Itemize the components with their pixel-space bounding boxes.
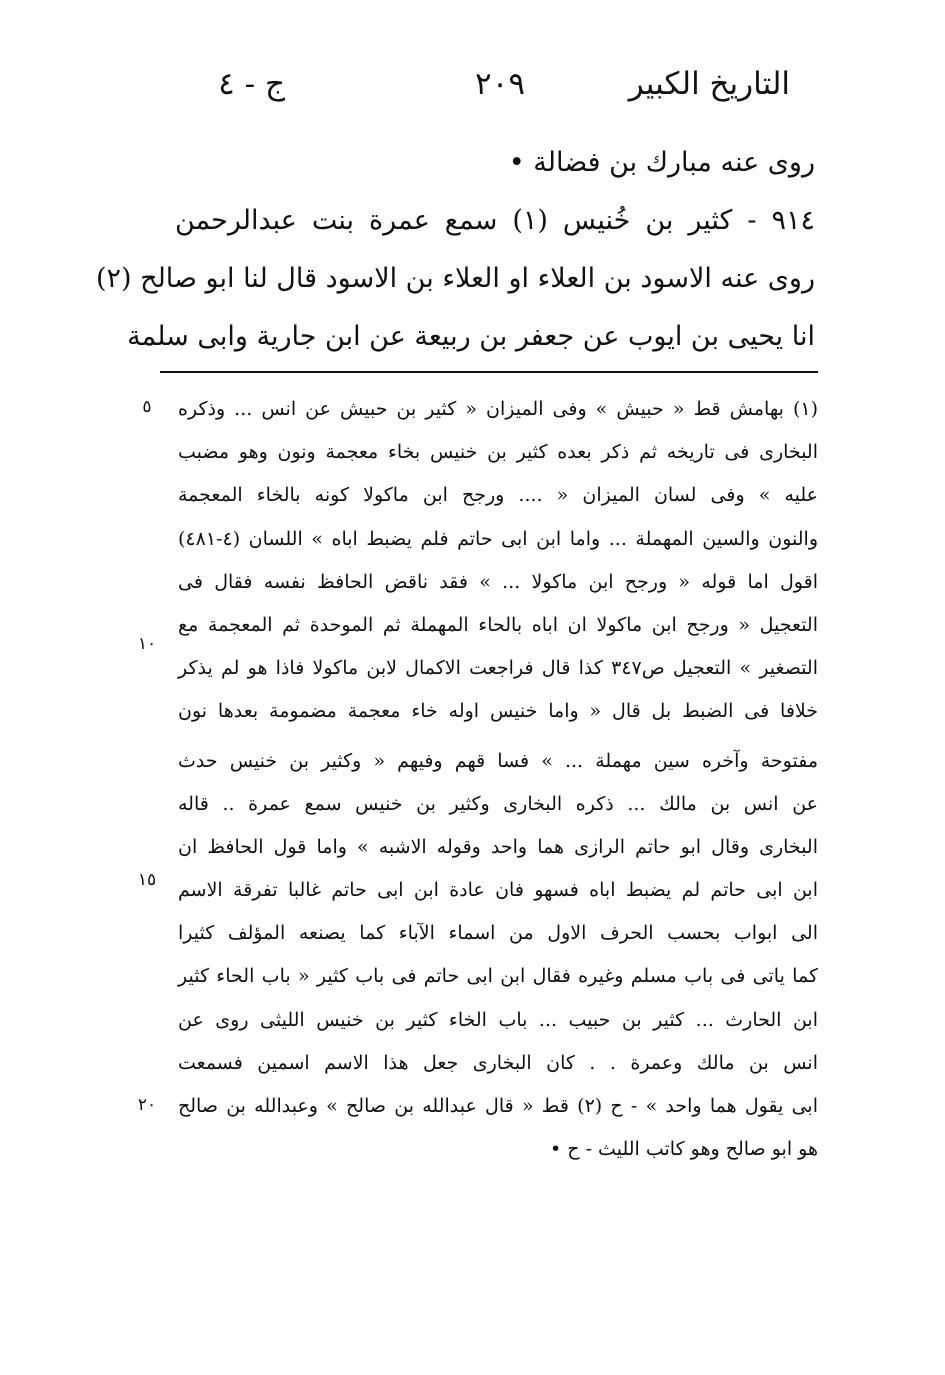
footnote-line: ابى يقول هما واحد » - ح (٢) قط « قال عبدالله بن صالح » وعبدالله بن صالح	[178, 1095, 818, 1117]
footnote-line: الى ابواب بحسب الحرف الاول من اسماء الآباء كما يصنعه المؤلف كثيرا	[178, 922, 818, 945]
margin-line-number: ١٠	[137, 634, 157, 654]
main-line: روى عنه الاسود بن العلاء او العلاء بن الاسود قال لنا ابو صالح (٢)	[95, 263, 815, 294]
footnote-line: عن انس بن مالك ... ذكره البخارى وكثير بن خنيس سمع عمرة .. قاله	[178, 792, 818, 815]
margin-line-number: ٥	[142, 397, 152, 417]
footnote-line: التعجيل « ورجح ابن ماكولا ان اباه بالحاء المهملة ثم الموحدة ثم المعجمة مع	[178, 613, 818, 636]
book-title: التاريخ الكبير	[628, 66, 790, 102]
footnote-line: البخارى وقال ابو حاتم الرازى هما واحد وقوله الاشبه » واما قول الحافظ ان	[178, 835, 818, 858]
footnote-line: اقول اما قوله « ورجح ابن ماكولا ... » فقد ناقض الحافظ نفسه فقال فى	[178, 570, 818, 593]
main-line: ٩١٤ - كثير بن خُنيس (١) سمع عمرة بنت عبدالرحمن	[175, 205, 816, 236]
volume-number: ج - ٤	[218, 66, 285, 102]
main-text	[95, 134, 816, 366]
footnote-line: خلافا فى الضبط بل قال « واما خنيس اوله خاء معجمة مضمومة بعدها نون	[178, 700, 818, 723]
main-line: روى عنه مبارك بن فضالة •	[508, 147, 815, 178]
main-line: انا يحيى بن ايوب عن جعفر بن ربيعة عن ابن جارية وابى سلمة	[127, 321, 815, 352]
footnote-line: التصغير » التعجيل ص٣٤٧ كذا قال فراجعت الاكمال لابن ماكولا فاذا هو لم يذكر	[178, 657, 818, 680]
footnote-separator	[160, 371, 818, 373]
footnote-line: البخارى فى تاريخه ثم ذكر بعده كثير بن خنيس بخاء معجمة ونون وهو مضبب	[178, 441, 818, 464]
page-header	[180, 66, 800, 116]
footnote-line: كما ياتى فى باب مسلم وغيره فقال ابن ابى حاتم فى باب كثير « باب الحاء كثير	[178, 965, 818, 988]
footnote-line: هو ابو صالح وهو كاتب الليث - ح •	[550, 1138, 818, 1161]
footnote-line: (١) بهامش قط « حبيش » وفى الميزان « كثير بن حبيش عن انس ... وذكره	[178, 398, 818, 420]
footnote-line: ابن ابى حاتم لم يضبط اباه فسهو فان عادة ابن ابى حاتم غالبا تفرقة الاسم	[178, 879, 818, 902]
margin-line-number: ٢٠	[137, 1095, 157, 1115]
footnote-line: مفتوحة وآخره سين مهملة ... » فسا قهم وفيهم « وكثير بن خنيس حدث	[178, 749, 818, 772]
footnote-line: والنون والسين المهملة ... واما ابن ابى حاتم فلم يضبط اباه » اللسان (٤-٤٨١)	[178, 527, 818, 550]
footnote-line: انس بن مالك وعمرة . . كان البخارى جعل هذا الاسم اسمين فسمعت	[178, 1051, 818, 1074]
margin-line-number: ١٥	[137, 870, 157, 890]
footnote-line: عليه » وفى لسان الميزان « .... ورجح ابن ماكولا كونه بالخاء المعجمة	[178, 484, 818, 507]
footnotes	[178, 388, 818, 1171]
footnote-line: ابن الحارث ... كثير بن حبيب ... باب الخاء كثير بن خنيس الليثى روى عن	[178, 1008, 818, 1031]
page-number: ٢٠٩	[475, 66, 525, 102]
